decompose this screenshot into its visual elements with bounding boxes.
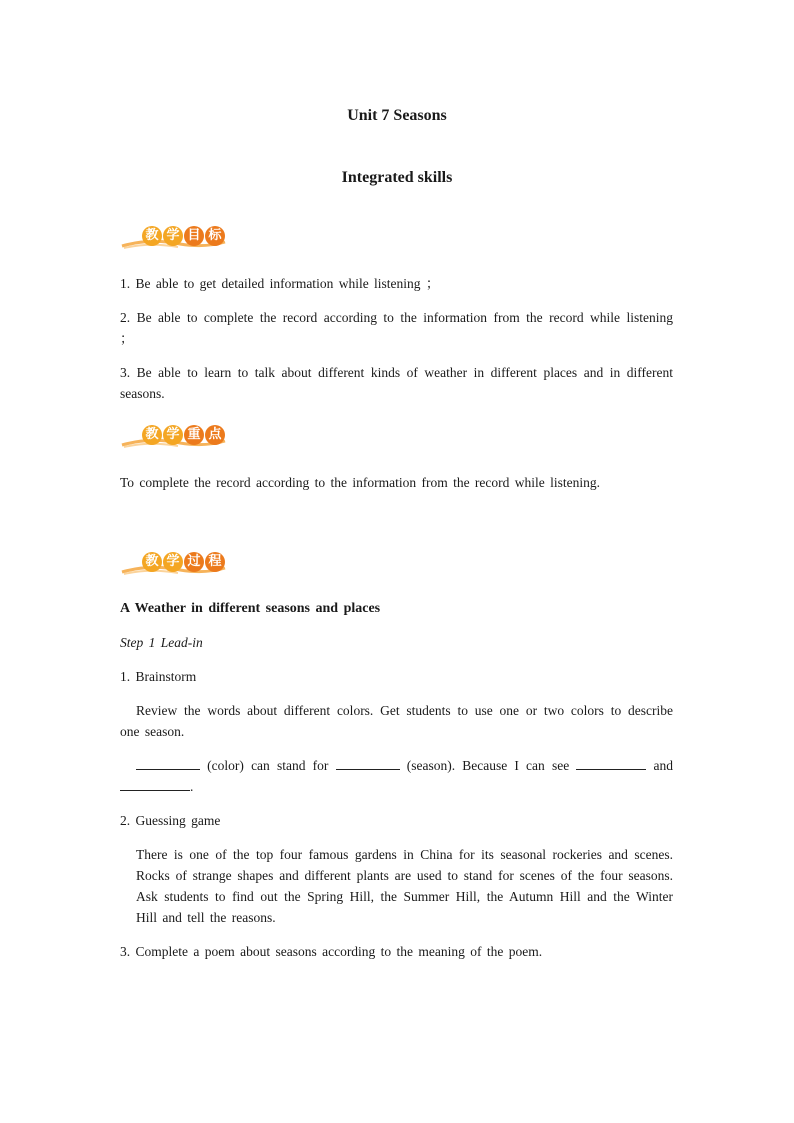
objective-1: 1. Be able to get detailed information while listening ； [120,276,440,291]
answer-blank[interactable] [336,755,400,770]
badge-char: 程 [205,552,225,572]
badge-char: 教 [142,552,162,572]
badge-char: 教 [142,425,162,445]
item-2-heading: 2. Guessing game [120,813,221,828]
badge-char: 学 [163,226,183,246]
step-1-heading: Step 1 Lead-in [120,635,203,650]
page-title: Unit 7 Seasons [347,107,447,124]
badge-char: 重 [184,425,204,445]
answer-blank[interactable] [120,776,190,791]
fill-text: (season). Because I can see [406,758,570,773]
answer-blank[interactable] [576,755,646,770]
fill-text: and [653,758,674,773]
item-1-heading: 1. Brainstorm [120,669,197,684]
key-point-text: To complete the record according to the information from the record while listening. [120,475,601,490]
item-2-text: There is one of the top four famous gardens in China for its seasonal rockeries and scenes. Rocks of strange shapes and different plants are used to stand for scenes of the four seasons. Ask students to find out the Spring Hill, the Summer Hill, the Autumn Hill and the Winter Hill and tell the reasons. [136,847,673,925]
process-badge [120,550,230,578]
badge-char: 学 [163,552,183,572]
page-subtitle: Integrated skills [341,169,453,186]
badge-char: 标 [205,226,225,246]
item-3-heading: 3. Complete a poem about seasons according to the meaning of the poem. [120,944,543,959]
section-a-heading: A Weather in different seasons and places [120,601,381,616]
objective-2: 2. Be able to complete the record according to the information from the record while listening ； [120,310,673,346]
key-points-badge [120,423,230,451]
objective-3: 3. Be able to learn to talk about different kinds of weather in different places and in different seasons. [120,365,673,401]
answer-blank[interactable] [136,755,200,770]
fill-text: (color) can stand for [207,758,329,773]
fill-text: . [190,779,194,794]
badge-char: 点 [205,425,225,445]
badge-char: 目 [184,226,204,246]
badge-char: 教 [142,226,162,246]
objectives-badge [120,224,230,252]
badge-char: 过 [184,552,204,572]
item-1-text: Review the words about different colors. Get students to use one or two colors to describe one season. [120,703,673,739]
fill-in-sentence [120,755,673,797]
badge-char: 学 [163,425,183,445]
